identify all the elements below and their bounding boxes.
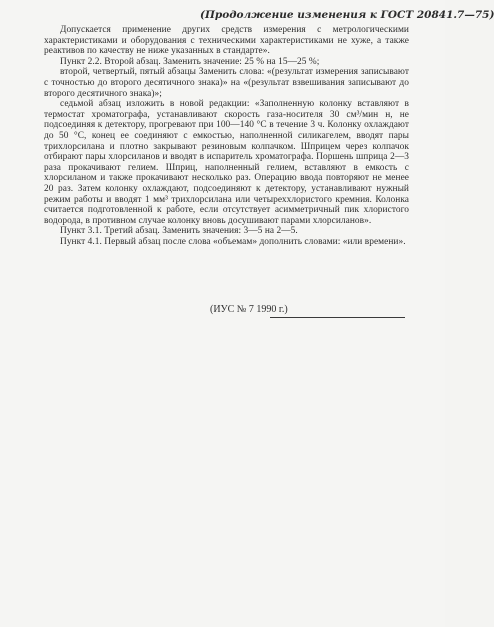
paragraph-clause-3-1: Пункт 3.1. Третий абзац. Заменить значения: 3—5 на 2—5. xyxy=(60,226,298,237)
publication-reference: (ИУС № 7 1990 г.) xyxy=(210,304,288,315)
paragraph-clause-2-2: Пункт 2.2. Второй абзац. Заменить значение: 25 % на 15—25 %; xyxy=(60,56,320,67)
paragraph-clause-4-1: Пункт 4.1. Первый абзац после слова «объемам» дополнить словами: «или времени». xyxy=(60,236,406,247)
paragraph-abzacy-2-4-5: второй, четвертый, пятый абзацы Заменить слова: «(результат измерения записывают с точностью до второго десятичного знака)» на «(результат взвешивания записывают до второго десятичного знака)»; xyxy=(44,67,409,99)
paragraph-abzac-7: седьмой абзац изложить в новой редакции: «Заполненную колонку вставляют в термостат хроматографа, устанавливают скорость газа-носителя 30 см³/мин н, не подсоединяя к детектору, прогревают при 100—140 °С в течение 3 ч. Колонку охлаждают до 50 °С, конец ее соединяют с емкостью, наполненной силикагелем, вводят пары трихлорсилана и плотно закрывают резиновым колпачком. Шприцем через колпачок отбирают пары хлорсиланов и вводят в испаритель хроматографа. Поршень шприца 2—3 раза прокачивают гелием. Шприц, наполненный гелием, вставляют в емкость с хлорсиланом и также прокачивают несколько раз. Операцию ввода повторяют не менее 20 раз. Затем колонку охлаждают, подсоединяют к детектору, устанавливают нужный режим работы и вводят 1 мм³ трихлорсилана или четыреххлористого кремния. Колонка считается подготовленной к работе, если отсутствует асимметричный пик хлористого водорода, в противном случае колонку вновь досушивают парами хлорсиланов». xyxy=(44,99,409,226)
paragraph-metrology-note: Допускается применение других средств измерения с метрологическими характеристиками и оборудования с техническими характеристиками не хуже, а также реактивов по качеству не ниже указанных в стандарте». xyxy=(44,25,409,57)
horizontal-rule xyxy=(270,317,405,318)
document-body xyxy=(44,25,409,247)
page-header: (Продолжение изменения к ГОСТ 20841.7—75) xyxy=(200,9,494,21)
